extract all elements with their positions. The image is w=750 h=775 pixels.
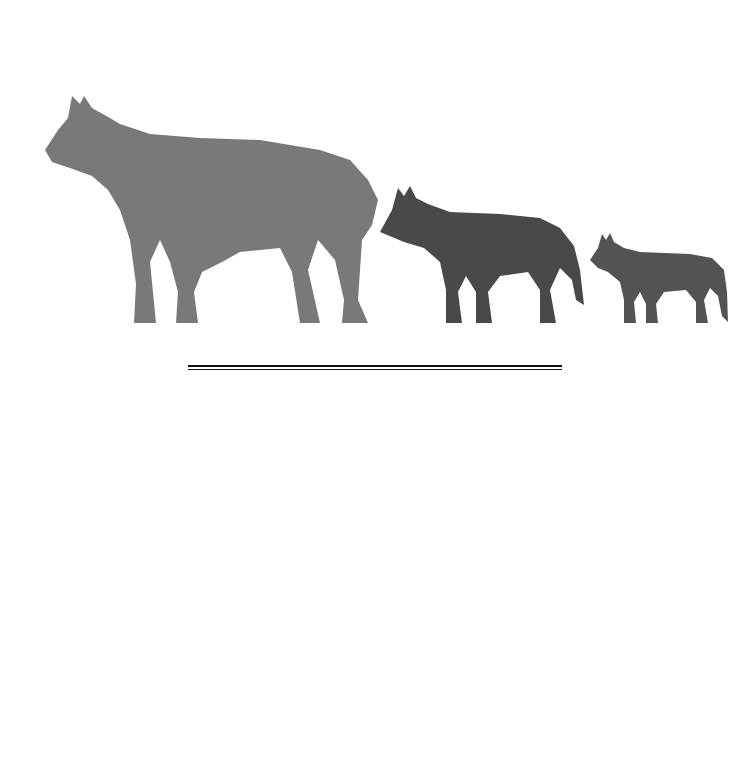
size-comparison-grid [0,0,750,335]
dhole-silhouette-1-10 [380,186,584,323]
caption-underline [188,365,562,370]
dhole-silhouette-1-6 [45,96,378,323]
dhole-silhouette-1-15 [590,233,728,323]
